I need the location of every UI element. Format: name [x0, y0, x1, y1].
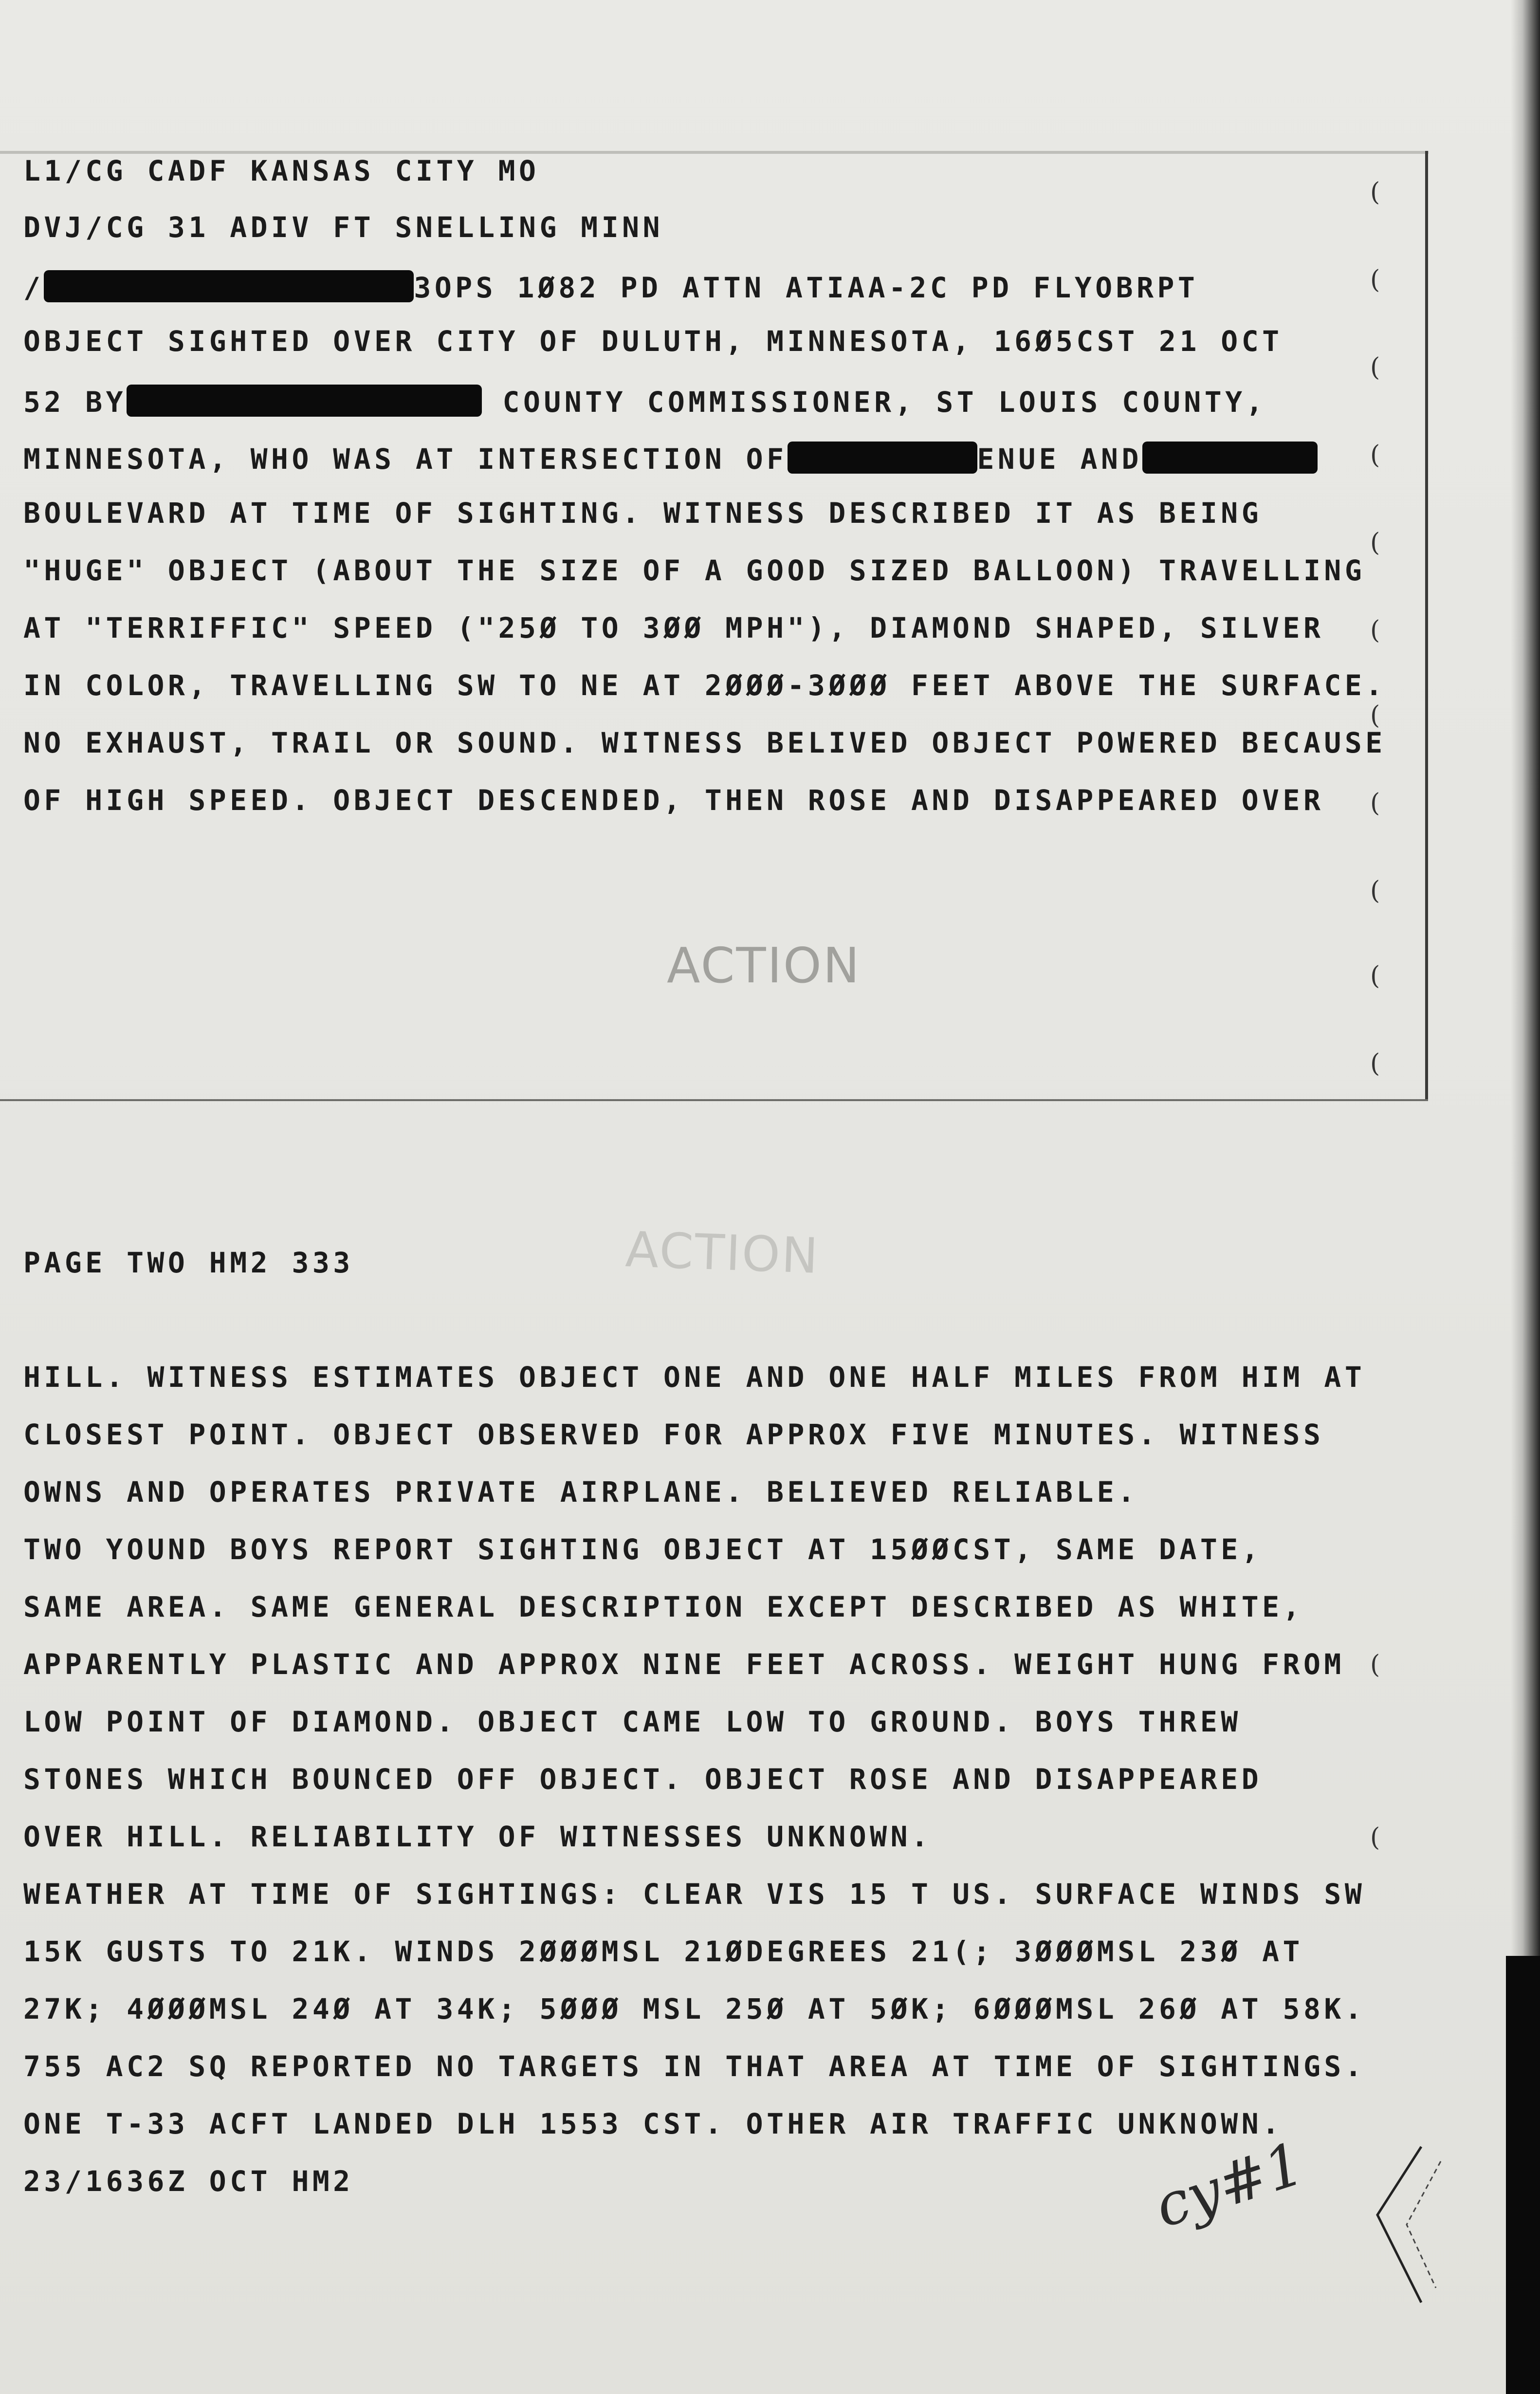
margin-mark: (: [1370, 178, 1380, 207]
margin-mark: (: [1370, 1650, 1380, 1679]
redaction-bar: [1142, 442, 1318, 474]
margin-mark: (: [1370, 701, 1380, 730]
body-line-5-prefix: 52 BY: [23, 386, 127, 419]
routing-text: 3OPS 1Ø82 PD ATTN ATIAA-2C PD FLYOBRPT: [414, 271, 1199, 304]
body-line-6-middle: ENUE AND: [977, 442, 1142, 476]
body-line: TWO YOUND BOYS REPORT SIGHTING OBJECT AT 15ØØCST, SAME DATE,: [23, 1533, 1263, 1566]
margin-mark: (: [1370, 876, 1380, 905]
margin-mark: (: [1370, 789, 1380, 818]
body-line: IN COLOR, TRAVELLING SW TO NE AT 2ØØØ-3ØØØ FEET ABOVE THE SURFACE.: [23, 669, 1386, 702]
body-line: BOULEVARD AT TIME OF SIGHTING. WITNESS DESCRIBED IT AS BEING: [23, 497, 1263, 530]
margin-mark: (: [1370, 1049, 1380, 1078]
body-line: NO EXHAUST, TRAIL OR SOUND. WITNESS BELIVED OBJECT POWERED BECAUSE: [23, 726, 1386, 759]
body-line: 15K GUSTS TO 21K. WINDS 2ØØØMSL 21ØDEGREES 21(; 3ØØØMSL 23Ø AT: [23, 1935, 1303, 1968]
body-line: CLOSEST POINT. OBJECT OBSERVED FOR APPROX FIVE MINUTES. WITNESS: [23, 1418, 1324, 1451]
body-line: WEATHER AT TIME OF SIGHTINGS: CLEAR VIS 15 T US. SURFACE WINDS SW: [23, 1878, 1366, 1911]
body-line: 27K; 4ØØØMSL 24Ø AT 34K; 5ØØØ MSL 25Ø AT 5ØK; 6ØØØMSL 26Ø AT 58K.: [23, 1992, 1366, 2026]
margin-mark: (: [1370, 616, 1380, 645]
body-line-6: [23, 442, 1318, 474]
body-line: HILL. WITNESS ESTIMATES OBJECT ONE AND ONE HALF MILES FROM HIM AT: [23, 1361, 1366, 1394]
action-stamp: ACTION: [667, 937, 861, 994]
body-line-5: [23, 385, 1266, 417]
body-line-6-prefix: MINNESOTA, WHO WAS AT INTERSECTION OF: [23, 442, 788, 476]
sheet-right-border: [1425, 151, 1428, 1100]
body-line: STONES WHICH BOUNCED OFF OBJECT. OBJECT ROSE AND DISAPPEARED: [23, 1763, 1263, 1796]
redaction-bar: [788, 442, 977, 474]
margin-mark: (: [1370, 441, 1380, 470]
body-line: OVER HILL. RELIABILITY OF WITNESSES UNKNOWN.: [23, 1820, 932, 1853]
body-line: LOW POINT OF DIAMOND. OBJECT CAME LOW TO GROUND. BOYS THREW: [23, 1705, 1242, 1738]
sheet-top-border: [0, 151, 1429, 154]
scan-edge-dark: [1506, 1956, 1540, 2394]
handwritten-note: cy#1: [1147, 2130, 1312, 2241]
routing-prefix: /: [23, 271, 44, 304]
fold-mark: [1348, 2142, 1446, 2307]
margin-mark: (: [1370, 1823, 1380, 1852]
page-two-header: PAGE TWO HM2 333: [23, 1246, 354, 1279]
routing-line: [23, 270, 1198, 302]
redaction-bar: [127, 385, 482, 417]
margin-mark: (: [1370, 528, 1380, 557]
body-line-4: OBJECT SIGHTED OVER CITY OF DULUTH, MINNESOTA, 16Ø5CST 21 OCT: [23, 325, 1283, 358]
header-line-2: DVJ/CG 31 ADIV FT SNELLING MINN: [23, 211, 663, 244]
action-stamp-faded: ACTION: [624, 1221, 821, 1285]
sheet-bottom-border: [0, 1099, 1428, 1101]
margin-mark: (: [1370, 961, 1380, 991]
date-time-group-line: 23/1636Z OCT HM2: [23, 2165, 354, 2198]
body-line: 755 AC2 SQ REPORTED NO TARGETS IN THAT AREA AT TIME OF SIGHTINGS.: [23, 2050, 1366, 2083]
header-line-1: L1/CG CADF KANSAS CITY MO: [23, 154, 540, 187]
body-line: OWNS AND OPERATES PRIVATE AIRPLANE. BELIEVED RELIABLE.: [23, 1475, 1138, 1509]
margin-mark: (: [1370, 265, 1380, 295]
body-line: ONE T-33 ACFT LANDED DLH 1553 CST. OTHER AIR TRAFFIC UNKNOWN.: [23, 2107, 1283, 2140]
body-line: "HUGE" OBJECT (ABOUT THE SIZE OF A GOOD SIZED BALLOON) TRAVELLING: [23, 554, 1366, 587]
body-line: AT "TERRIFFIC" SPEED ("25Ø TO 3ØØ MPH"), DIAMOND SHAPED, SILVER: [23, 611, 1324, 645]
body-line: SAME AREA. SAME GENERAL DESCRIPTION EXCEPT DESCRIBED AS WHITE,: [23, 1590, 1303, 1623]
margin-mark: (: [1370, 353, 1380, 382]
body-line: APPARENTLY PLASTIC AND APPROX NINE FEET ACROSS. WEIGHT HUNG FROM: [23, 1648, 1345, 1681]
body-line: OF HIGH SPEED. OBJECT DESCENDED, THEN ROSE AND DISAPPEARED OVER: [23, 784, 1324, 817]
body-line-5-text: COUNTY COMMISSIONER, ST LOUIS COUNTY,: [482, 386, 1267, 419]
